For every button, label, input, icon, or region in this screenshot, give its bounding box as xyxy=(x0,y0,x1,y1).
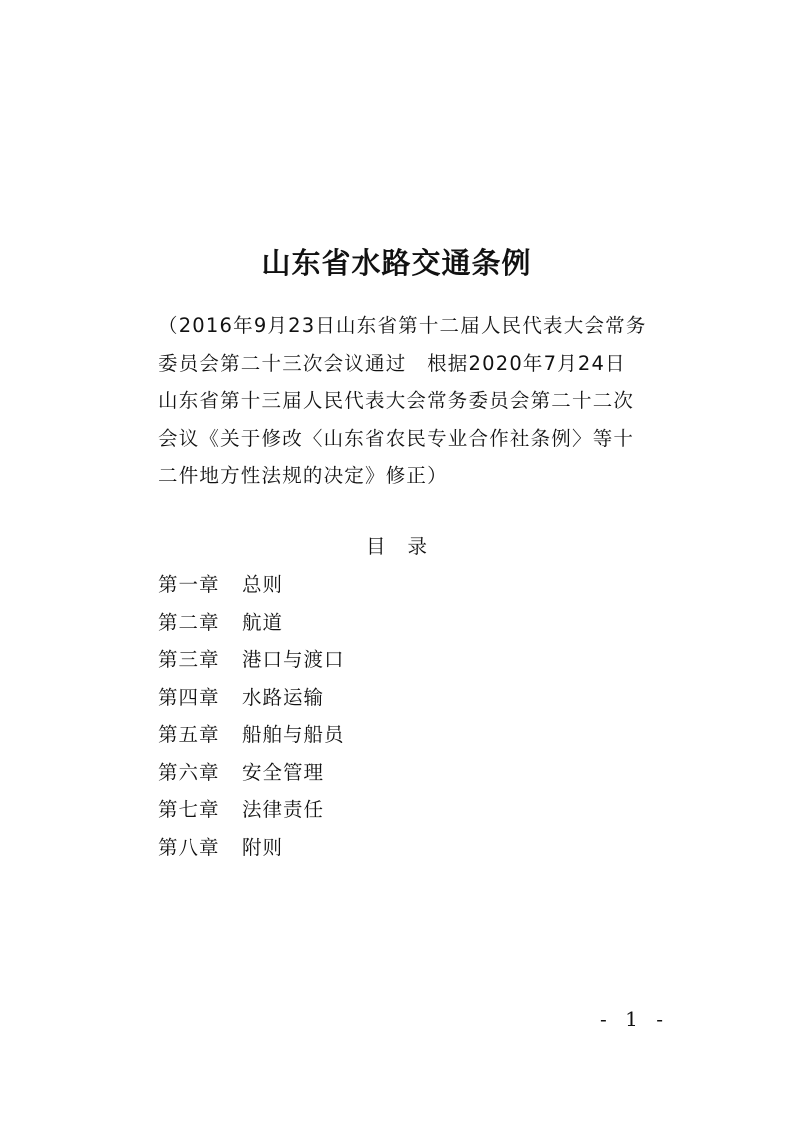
adoption-note-line: 会议《关于修改〈山东省农民专业合作社条例〉等十 xyxy=(158,426,635,450)
table-of-contents xyxy=(158,566,345,866)
chapter-name: 船舶与船员 xyxy=(242,723,345,746)
chapter-name: 法律责任 xyxy=(242,798,325,821)
toc-entry-chapter-8 xyxy=(158,829,345,867)
adoption-note-line: 山东省第十三届人民代表大会常务委员会第二十二次 xyxy=(158,389,635,412)
toc-heading-char: 目 xyxy=(365,535,386,558)
chapter-name: 航道 xyxy=(242,610,284,634)
toc-entry-chapter-3 xyxy=(158,641,345,679)
adoption-note xyxy=(158,307,654,495)
chapter-number: 第六章 xyxy=(158,760,220,784)
adoption-note-line: 委员会第二十三次会议通过 根据2020年7月24日 xyxy=(158,351,626,375)
document-title: 山东省水路交通条例 xyxy=(261,246,532,281)
page-number: - 1 - xyxy=(600,1007,669,1031)
chapter-number: 第一章 xyxy=(158,573,220,596)
chapter-name: 附则 xyxy=(242,835,284,859)
chapter-number: 第七章 xyxy=(158,798,220,821)
adoption-note-line: （2016年9月23日山东省第十二届人民代表大会常务 xyxy=(158,314,647,337)
toc-entry-chapter-6 xyxy=(158,754,345,792)
adoption-note-line: 二件地方性法规的决定》修正） xyxy=(158,464,448,487)
table-of-contents-heading xyxy=(0,530,793,564)
chapter-number: 第二章 xyxy=(158,610,220,634)
chapter-number: 第三章 xyxy=(158,648,220,671)
chapter-name: 水路运输 xyxy=(242,685,325,709)
chapter-name: 总则 xyxy=(242,573,284,596)
chapter-number: 第八章 xyxy=(158,835,220,859)
toc-heading-char: 录 xyxy=(407,535,428,558)
toc-entry-chapter-1 xyxy=(158,566,345,604)
chapter-name: 安全管理 xyxy=(242,760,325,784)
toc-entry-chapter-5 xyxy=(158,716,345,754)
chapter-name: 港口与渡口 xyxy=(242,648,345,671)
toc-entry-chapter-4 xyxy=(158,679,345,717)
chapter-number: 第四章 xyxy=(158,685,220,709)
chapter-number: 第五章 xyxy=(158,723,220,746)
toc-entry-chapter-7 xyxy=(158,791,345,829)
toc-entry-chapter-2 xyxy=(158,604,345,642)
